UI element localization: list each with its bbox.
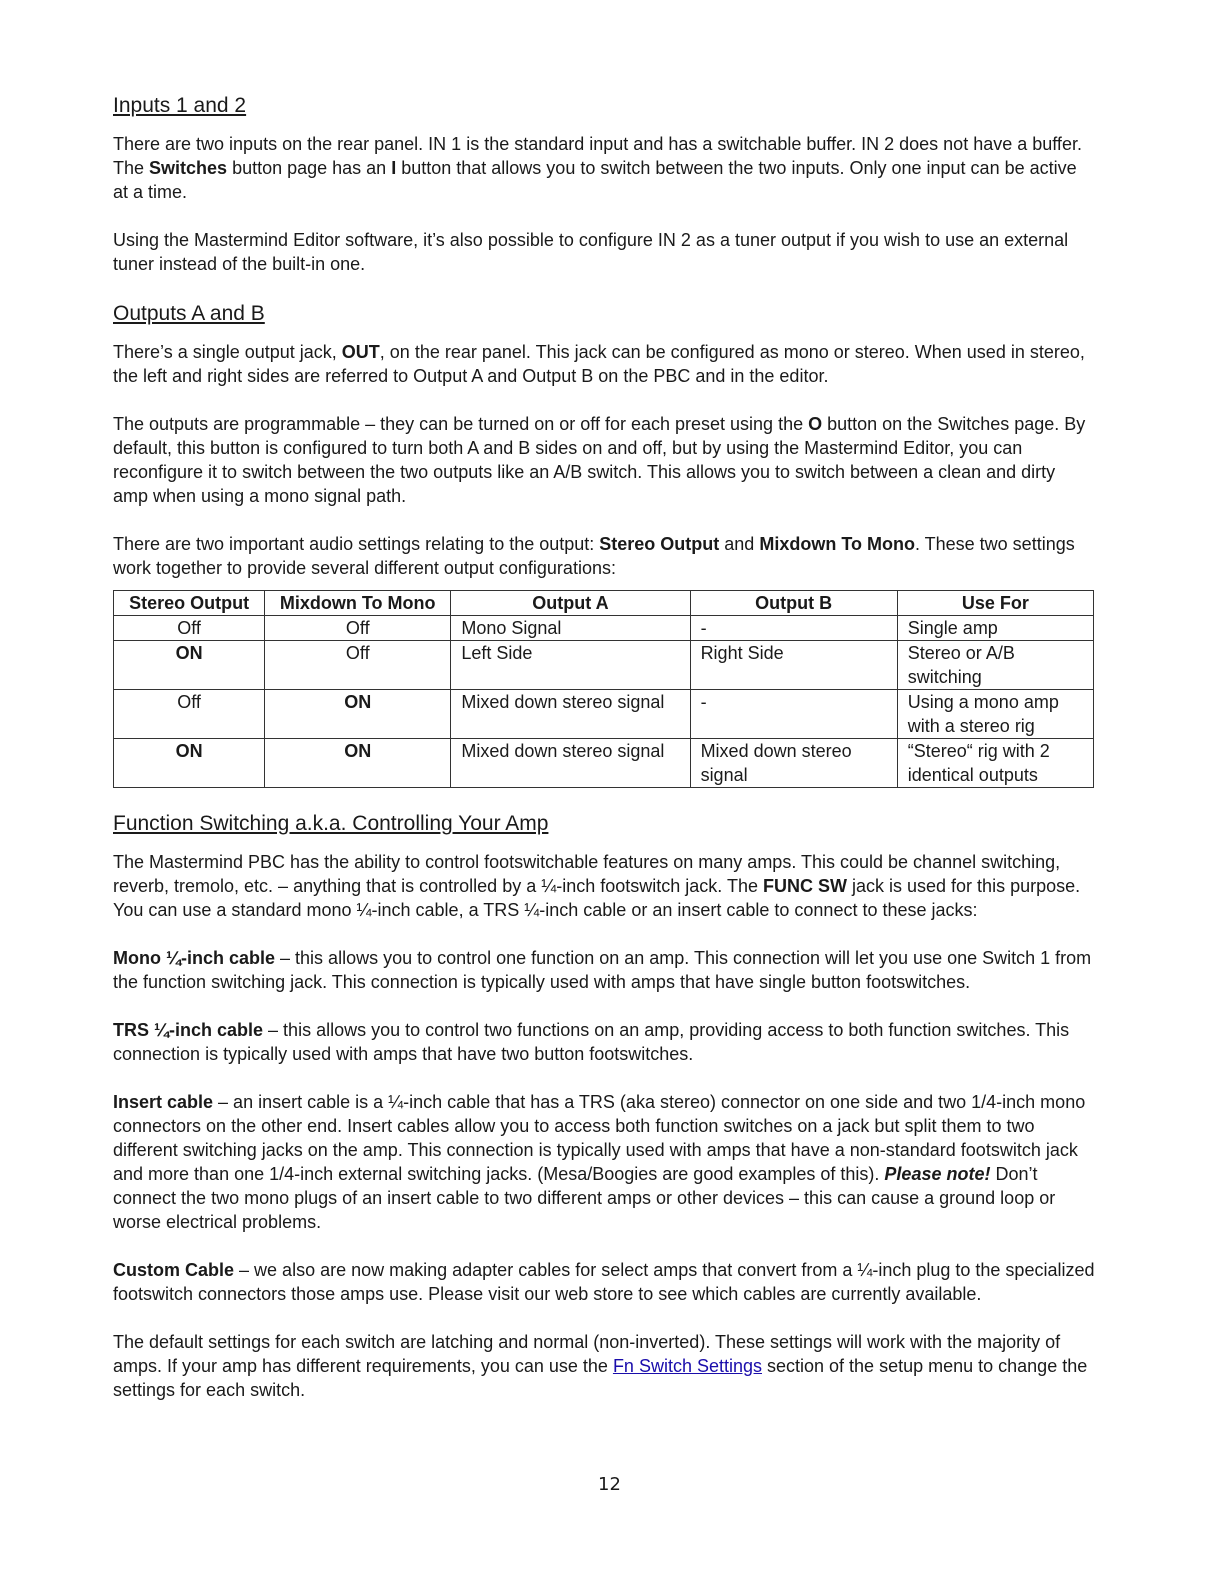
table-header-cell: Mixdown To Mono [265, 591, 451, 616]
table-header-cell: Output B [690, 591, 897, 616]
table-row [114, 690, 1094, 739]
table-cell: Using a mono amp with a stereo rig [897, 690, 1093, 739]
table-cell: - [690, 690, 897, 739]
table-header-cell: Output A [451, 591, 690, 616]
table-cell: Off [114, 616, 265, 641]
paragraph-mono-cable: Mono ¼-inch cable – this allows you to control one function on an amp. This connection will let you use one Switch 1 from the function switching jack. This connection is typically used with amps that have single button footswitches. [113, 948, 1092, 992]
table-cell: Mixed down stereo signal [451, 739, 690, 788]
fn-switch-settings-link[interactable]: Fn Switch Settings [612, 1356, 762, 1376]
table-header-cell: Use For [897, 591, 1093, 616]
output-config-table [113, 590, 1094, 788]
table-cell: Left Side [451, 641, 690, 690]
paragraph-function-1: The Mastermind PBC has the ability to control footswitchable features on many amps. This could be channel switching, reverb, tremolo, etc. – anything that is controlled by a ¼-inch footswitch jack. The FUNC SW jack is used for this purpose. You can use a standard mono ¼-inch cable, a TRS ¼-inch cable or an insert cable to connect to these jacks: [113, 852, 1081, 920]
table-cell: ON [265, 739, 451, 788]
table-cell: Right Side [690, 641, 897, 690]
document-page [113, 92, 1095, 1402]
table-header-row [114, 591, 1094, 616]
paragraph-defaults: The default settings for each switch are latching and normal (non-inverted). These settings will work with the majority of amps. If your amp has different requirements, you can use the Fn Switch Settings section of the setup menu to change the settings for each switch. [113, 1332, 1088, 1400]
table-cell: Stereo or A/B switching [897, 641, 1093, 690]
paragraph-insert-cable: Insert cable – an insert cable is a ¼-inch cable that has a TRS (aka stereo) connector on one side and two 1/4-inch mono connectors on the other end. Insert cables allow you to access both function switches on a jack but split them to two different switching jacks on the amp. This connection is typically used with amps that have a non-standard footswitch jack and more than one 1/4-inch external switching jacks. (Mesa/Boogies are good examples of this). Please note! Don’t connect the two mono plugs of an insert cable to two different amps or other devices – this can cause a ground loop or worse electrical problems. [113, 1092, 1086, 1232]
table-cell: Mixed down stereo signal [690, 739, 897, 788]
heading-outputs: Outputs A and B [113, 302, 265, 325]
table-row [114, 739, 1094, 788]
table-cell: Single amp [897, 616, 1093, 641]
paragraph-outputs-1: There’s a single output jack, OUT, on the rear panel. This jack can be configured as mono or stereo. When used in stereo, the left and right sides are referred to Output A and Output B on the PBC and in the editor. [113, 342, 1085, 386]
heading-function-switching: Function Switching a.k.a. Controlling Your Amp [113, 812, 549, 835]
table-cell: Off [265, 616, 451, 641]
table-cell: Off [114, 690, 265, 739]
table-cell: ON [265, 690, 451, 739]
paragraph-outputs-3: There are two important audio settings relating to the output: Stereo Output and Mixdown To Mono. These two settings work together to provide several different output configurations: [113, 534, 1075, 578]
paragraph-outputs-2: The outputs are programmable – they can be turned on or off for each preset using the O button on the Switches page. By default, this button is configured to turn both A and B sides on and off, but by using the Mastermind Editor, you can reconfigure it to switch between the two outputs like an A/B switch. This allows you to switch between a clean and dirty amp when using a mono signal path. [113, 414, 1086, 506]
paragraph-inputs-1: There are two inputs on the rear panel. IN 1 is the standard input and has a switchable buffer. IN 2 does not have a buffer. The Switches button page has an I button that allows you to switch between the two inputs. Only one input can be active at a time. [113, 134, 1082, 202]
table-cell: - [690, 616, 897, 641]
heading-inputs: Inputs 1 and 2 [113, 94, 247, 117]
paragraph-inputs-2: Using the Mastermind Editor software, it’s also possible to configure IN 2 as a tuner output if you wish to use an external tuner instead of the built-in one. [113, 230, 1069, 274]
page-number: 12 [598, 1474, 621, 1495]
table-cell: ON [114, 641, 265, 690]
table-cell: “Stereo“ rig with 2 identical outputs [897, 739, 1093, 788]
table-cell: ON [114, 739, 265, 788]
table-row [114, 616, 1094, 641]
table-row [114, 641, 1094, 690]
table-cell: Mono Signal [451, 616, 690, 641]
table-cell: Mixed down stereo signal [451, 690, 690, 739]
paragraph-trs-cable: TRS ¼-inch cable – this allows you to control two functions on an amp, providing access to both function switches. This connection is typically used with amps that have two button footswitches. [113, 1020, 1070, 1064]
paragraph-custom-cable: Custom Cable – we also are now making adapter cables for select amps that convert from a ¼-inch plug to the specialized footswitch connectors those amps use. Please visit our web store to see which cables are currently available. [113, 1260, 1095, 1304]
table-header-cell: Stereo Output [114, 591, 265, 616]
table-cell: Off [265, 641, 451, 690]
